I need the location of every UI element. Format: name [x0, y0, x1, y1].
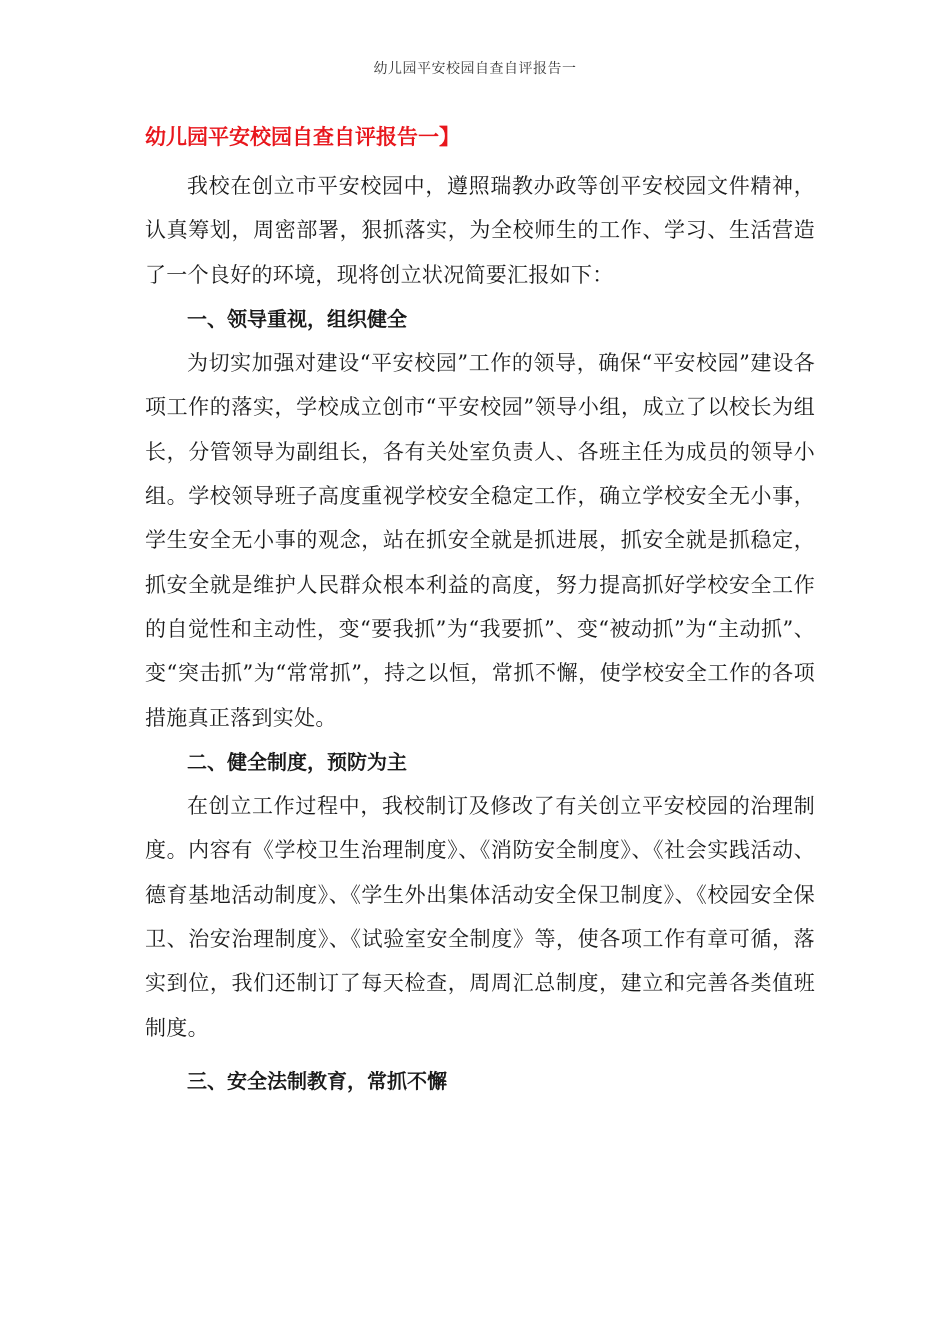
running-header: 幼儿园平安校园自查自评报告一: [373, 61, 577, 77]
document-title: 幼儿园平安校园自查自评报告一】: [145, 125, 460, 149]
paragraph-spacer: [145, 1050, 815, 1059]
section-heading-2: 二、健全制度，预防为主: [187, 749, 407, 774]
section-heading-1: 一、领导重视，组织健全: [187, 306, 407, 331]
document-body: [145, 120, 815, 1103]
intro-paragraph: 我校在创立市平安校园中，遵照瑞教办政等创平安校园文件精神，认真筹划，周密部署，狠抓落实，为全校师生的工作、学习、生活营造了一个良好的环境，现将创立状况简要汇报如下：: [145, 174, 815, 287]
section-body-1: 为切实加强对建设“平安校园”工作的领导，确保“平安校园”建设各项工作的落实，学校成立创市“平安校园”领导小组，成立了以校长为组长，分管领导为副组长，各有关处室负责人、各班主任为成员的领导小组。学校领导班子高度重视学校安全稳定工作，确立学校安全无小事，学生安全无小事的观念，站在抓安全就是抓进展，抓安全就是抓稳定，抓安全就是维护人民群众根本利益的高度，努力提高抓好学校安全工作的自觉性和主动性，变“要我抓”为“我要抓”、变“被动抓”为“主动抓”、变“突击抓”为“常常抓”，持之以恒，常抓不懈，使学校安全工作的各项措施真正落到实处。: [145, 351, 815, 730]
section-heading-3: 三、安全法制教育，常抓不懈: [187, 1068, 447, 1093]
section-body-2: 在创立工作过程中，我校制订及修改了有关创立平安校园的治理制度。内容有《学校卫生治理制度》、《消防安全制度》、《社会实践活动、德育基地活动制度》、《学生外出集体活动安全保卫制度》、《校园安全保卫、治安治理制度》、《试验室安全制度》等，使各项工作有章可循，落实到位，我们还制订了每天检查，周周汇总制度，建立和完善各类值班制度。: [145, 794, 815, 1040]
